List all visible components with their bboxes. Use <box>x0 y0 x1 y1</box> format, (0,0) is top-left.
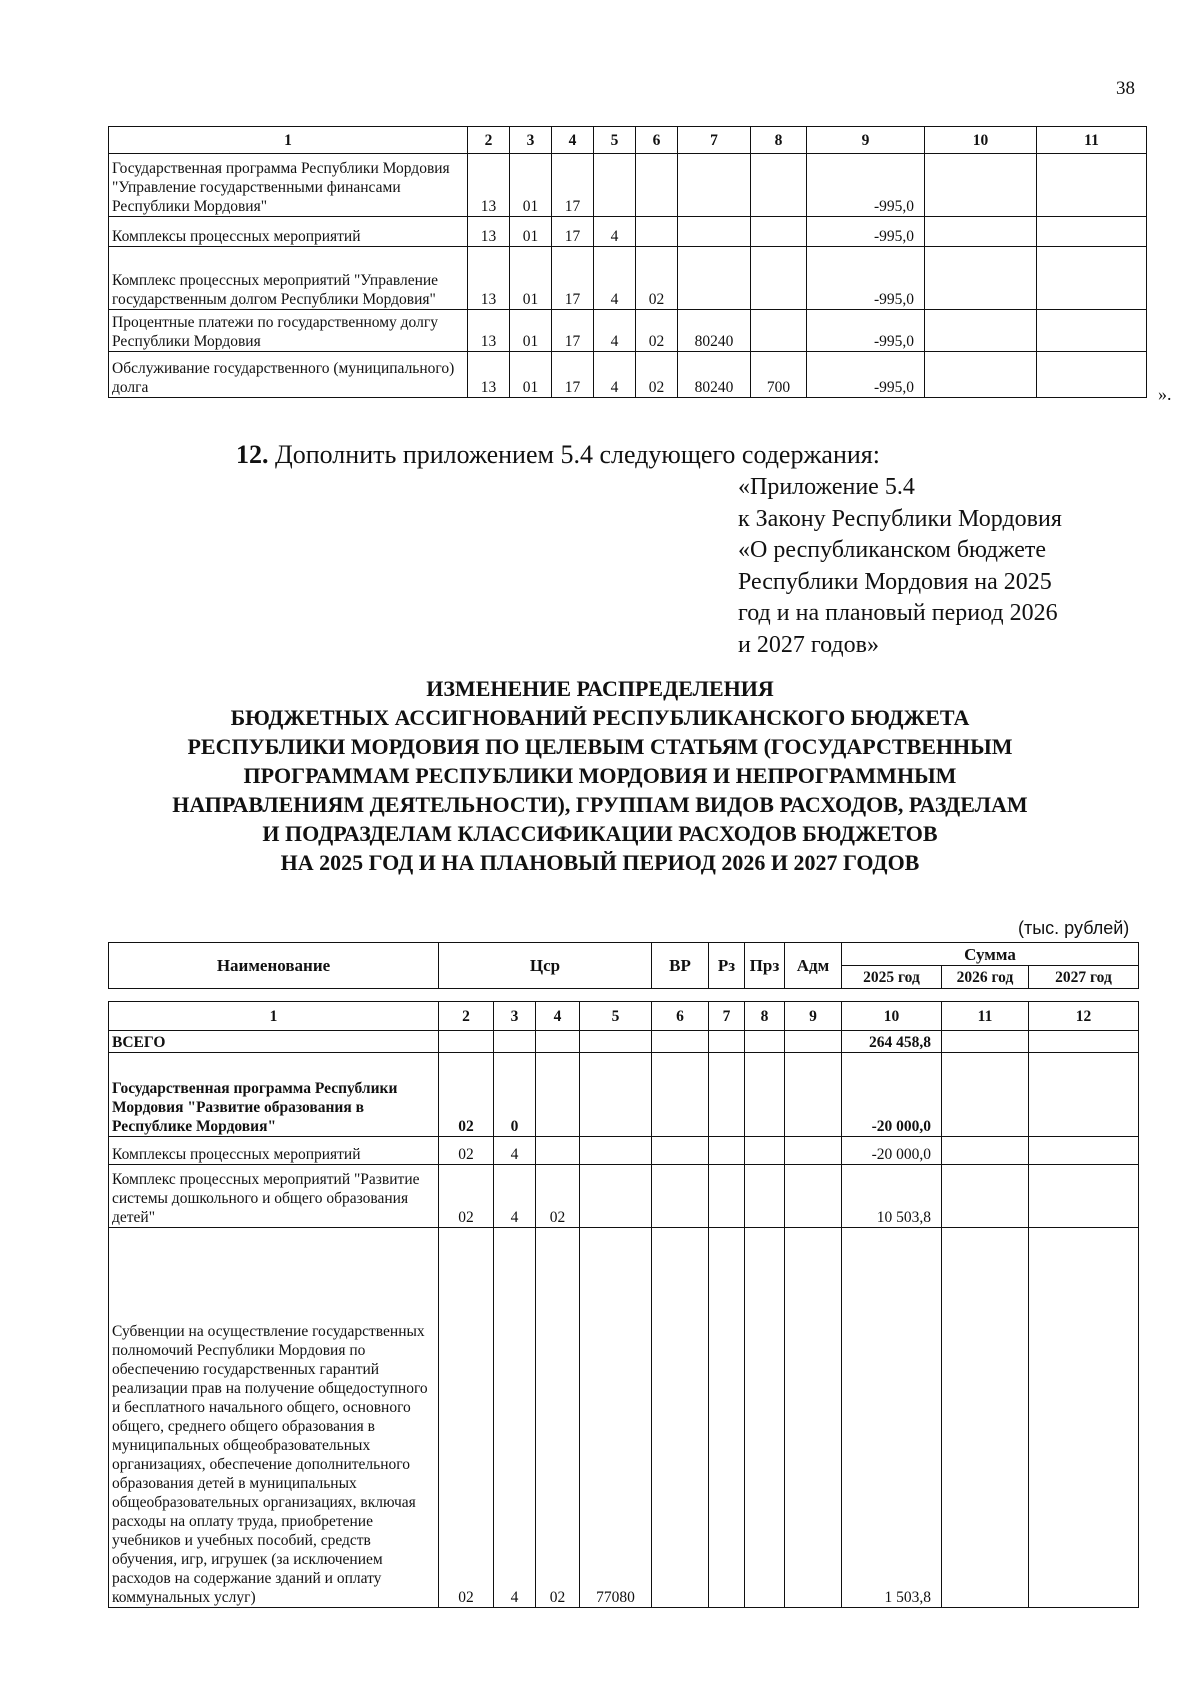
cell-c10 <box>925 352 1037 398</box>
column-number: 8 <box>751 127 807 154</box>
cell-c4: 02 <box>536 1165 580 1228</box>
row-name: ВСЕГО <box>109 1031 439 1053</box>
appendix-line: к Закону Республики Мордовия <box>738 505 1062 532</box>
cell-c10 <box>925 310 1037 352</box>
units-label: (тыс. рублей) <box>1018 918 1130 938</box>
cell-c11 <box>1037 217 1147 247</box>
row-name: Процентные платежи по государственному долгу Республики Мордовия <box>109 310 468 352</box>
title-line: РЕСПУБЛИКИ МОРДОВИЯ ПО ЦЕЛЕВЫМ СТАТЬЯМ (ГОСУДАРСТВЕННЫМ <box>187 734 1013 759</box>
column-number: 11 <box>942 1002 1029 1031</box>
cell-c7 <box>709 1031 745 1053</box>
cell-c10: 1 503,8 <box>842 1228 942 1608</box>
cell-c3: 4 <box>494 1137 536 1165</box>
cell-c3: 01 <box>510 352 552 398</box>
title-line: ИЗМЕНЕНИЕ РАСПРЕДЕЛЕНИЯ <box>426 676 774 701</box>
column-number: 9 <box>785 1002 842 1031</box>
cell-c7 <box>678 247 751 310</box>
cell-c7 <box>678 217 751 247</box>
cell-c11 <box>1037 310 1147 352</box>
cell-c10: 264 458,8 <box>842 1031 942 1053</box>
cell-c12 <box>1029 1228 1139 1608</box>
cell-c10 <box>925 217 1037 247</box>
table-row <box>109 217 1147 247</box>
cell-c5 <box>580 1137 652 1165</box>
table-row <box>109 1165 1139 1228</box>
appendix-line: «О республиканском бюджете <box>738 537 1047 563</box>
cell-c7: 80240 <box>678 310 751 352</box>
cell-c7 <box>709 1053 745 1137</box>
cell-c9: -995,0 <box>807 310 925 352</box>
cell-c9 <box>785 1031 842 1053</box>
top-table <box>108 126 1147 398</box>
row-name: Обслуживание государственного (муниципального) долга <box>109 352 468 398</box>
appendix-line: год и на плановый период 2026 <box>738 600 1058 626</box>
closing-quote: ». <box>1158 384 1172 404</box>
column-number: 2 <box>439 1002 494 1031</box>
cell-c7 <box>678 154 751 217</box>
page-number: 38 <box>1116 78 1135 99</box>
main-table <box>108 1001 1139 1608</box>
cell-c11 <box>942 1053 1029 1137</box>
title-line: И ПОДРАЗДЕЛАМ КЛАССИФИКАЦИИ РАСХОДОВ БЮДЖЕТОВ <box>262 821 938 846</box>
cell-c2: 02 <box>439 1165 494 1228</box>
cell-c2: 02 <box>439 1053 494 1137</box>
paragraph-text: Дополнить приложением 5.4 следующего содержания: <box>275 440 880 469</box>
table-row <box>109 352 1147 398</box>
cell-c5: 4 <box>594 310 636 352</box>
column-number: 5 <box>594 127 636 154</box>
column-number: 1 <box>109 127 468 154</box>
cell-c10: -20 000,0 <box>842 1053 942 1137</box>
cell-c4: 02 <box>536 1228 580 1608</box>
column-number: 5 <box>580 1002 652 1031</box>
cell-c8 <box>745 1165 785 1228</box>
column-number: 3 <box>510 127 552 154</box>
header-csr: Цср <box>439 943 652 989</box>
cell-c9 <box>785 1165 842 1228</box>
column-number: 4 <box>552 127 594 154</box>
column-number: 3 <box>494 1002 536 1031</box>
cell-c9: -995,0 <box>807 247 925 310</box>
cell-c4 <box>536 1053 580 1137</box>
paragraph-number: 12. <box>236 440 269 469</box>
header-rz: Рз <box>709 943 745 989</box>
row-name: Государственная программа Республики Мордовия "Развитие образования в Республике Мордовия" <box>109 1053 439 1137</box>
appendix-line: «Приложение 5.4 <box>738 474 915 500</box>
cell-c7 <box>709 1165 745 1228</box>
header-2026: 2026 год <box>942 966 1029 989</box>
cell-c11 <box>942 1165 1029 1228</box>
table-row <box>109 310 1147 352</box>
cell-c5 <box>594 154 636 217</box>
cell-c11 <box>1037 247 1147 310</box>
cell-c8 <box>745 1053 785 1137</box>
cell-c11 <box>1037 154 1147 217</box>
column-number: 6 <box>636 127 678 154</box>
cell-c9: -995,0 <box>807 217 925 247</box>
cell-c5: 4 <box>594 217 636 247</box>
column-header-table <box>108 942 1139 989</box>
cell-c6 <box>652 1137 709 1165</box>
cell-c3 <box>494 1031 536 1053</box>
cell-c12 <box>1029 1137 1139 1165</box>
cell-c8 <box>751 310 807 352</box>
cell-c6 <box>652 1165 709 1228</box>
cell-c3: 0 <box>494 1053 536 1137</box>
cell-c3: 01 <box>510 154 552 217</box>
table-row <box>109 1137 1139 1165</box>
row-name: Комплекс процессных мероприятий "Управление государственным долгом Республики Мордовия" <box>109 247 468 310</box>
cell-c4: 17 <box>552 310 594 352</box>
cell-c4: 17 <box>552 247 594 310</box>
cell-c6 <box>652 1053 709 1137</box>
row-name: Комплексы процессных мероприятий <box>109 1137 439 1165</box>
cell-c2 <box>439 1031 494 1053</box>
column-number: 6 <box>652 1002 709 1031</box>
document-title <box>100 674 1100 877</box>
header-prz: Прз <box>745 943 785 989</box>
header-2027: 2027 год <box>1029 966 1139 989</box>
title-line: НАПРАВЛЕНИЯМ ДЕЯТЕЛЬНОСТИ), ГРУППАМ ВИДОВ РАСХОДОВ, РАЗДЕЛАМ <box>172 792 1028 817</box>
row-name: Комплексы процессных мероприятий <box>109 217 468 247</box>
cell-c11 <box>942 1228 1029 1608</box>
cell-c2: 13 <box>468 247 510 310</box>
table-row <box>109 1228 1139 1608</box>
cell-c8 <box>745 1137 785 1165</box>
cell-c10 <box>925 154 1037 217</box>
cell-c11 <box>942 1137 1029 1165</box>
cell-c6 <box>652 1228 709 1608</box>
cell-c2: 13 <box>468 352 510 398</box>
table-row <box>109 1031 1139 1053</box>
cell-c12 <box>1029 1165 1139 1228</box>
header-adm: Адм <box>785 943 842 989</box>
cell-c4: 17 <box>552 352 594 398</box>
column-number: 12 <box>1029 1002 1139 1031</box>
cell-c5 <box>580 1053 652 1137</box>
cell-c9 <box>785 1228 842 1608</box>
table-row <box>109 154 1147 217</box>
cell-c10 <box>925 247 1037 310</box>
header-name: Наименование <box>109 943 439 989</box>
cell-c9: -995,0 <box>807 352 925 398</box>
cell-c8 <box>751 247 807 310</box>
main-table-header-row <box>109 1002 1139 1031</box>
cell-c8 <box>751 154 807 217</box>
cell-c8 <box>745 1228 785 1608</box>
column-number: 11 <box>1037 127 1147 154</box>
cell-c4 <box>536 1031 580 1053</box>
title-line: ПРОГРАММАМ РЕСПУБЛИКИ МОРДОВИЯ И НЕПРОГРАММНЫМ <box>243 763 957 788</box>
paragraph-12 <box>236 440 880 470</box>
cell-c6: 02 <box>636 310 678 352</box>
cell-c12 <box>1029 1031 1139 1053</box>
cell-c4: 17 <box>552 154 594 217</box>
cell-c10: 10 503,8 <box>842 1165 942 1228</box>
cell-c9: -995,0 <box>807 154 925 217</box>
row-name: Комплекс процессных мероприятий "Развитие системы дошкольного и общего образования детей" <box>109 1165 439 1228</box>
cell-c3: 4 <box>494 1165 536 1228</box>
column-number: 1 <box>109 1002 439 1031</box>
cell-c5 <box>580 1031 652 1053</box>
cell-c8 <box>751 217 807 247</box>
cell-c6 <box>636 154 678 217</box>
row-name: Государственная программа Республики Мордовия "Управление государственными финансами Республики Мордовия" <box>109 154 468 217</box>
cell-c4: 17 <box>552 217 594 247</box>
cell-c3: 01 <box>510 217 552 247</box>
appendix-line: Республики Мордовия на 2025 <box>738 568 1052 595</box>
cell-c8 <box>745 1031 785 1053</box>
cell-c11 <box>942 1031 1029 1053</box>
cell-c7 <box>709 1137 745 1165</box>
cell-c12 <box>1029 1053 1139 1137</box>
column-number: 4 <box>536 1002 580 1031</box>
cell-c3: 4 <box>494 1228 536 1608</box>
cell-c8: 700 <box>751 352 807 398</box>
cell-c2: 13 <box>468 154 510 217</box>
column-number: 10 <box>925 127 1037 154</box>
cell-c7 <box>709 1228 745 1608</box>
cell-c9 <box>785 1137 842 1165</box>
cell-c2: 02 <box>439 1137 494 1165</box>
cell-c10: -20 000,0 <box>842 1137 942 1165</box>
cell-c2: 13 <box>468 217 510 247</box>
cell-c2: 13 <box>468 310 510 352</box>
header-vr: ВР <box>652 943 709 989</box>
cell-c5: 4 <box>594 352 636 398</box>
cell-c11 <box>1037 352 1147 398</box>
row-name: Субвенции на осуществление государственных полномочий Республики Мордовия по обеспечению государственных гарантий реализации прав на получение общедоступного и бесплатного начального общего, основного общего, среднего общего образования в муниципальных общеобразовательных организациях, обеспечение дополнительного образования детей в муниципальных общеобразовательных организациях, включая расходы на оплату труда, приобретение учебников и учебных пособий, средств обучения, игр, игрушек (за исключением расходов на содержание зданий и оплату коммунальных услуг) <box>109 1228 439 1608</box>
appendix-line: и 2027 годов» <box>738 631 879 658</box>
cell-c6: 02 <box>636 247 678 310</box>
cell-c2: 02 <box>439 1228 494 1608</box>
title-line: БЮДЖЕТНЫХ АССИГНОВАНИЙ РЕСПУБЛИКАНСКОГО БЮДЖЕТА <box>230 705 970 730</box>
column-number: 2 <box>468 127 510 154</box>
cell-c3: 01 <box>510 247 552 310</box>
column-number: 10 <box>842 1002 942 1031</box>
cell-c3: 01 <box>510 310 552 352</box>
column-number: 8 <box>745 1002 785 1031</box>
cell-c9 <box>785 1053 842 1137</box>
cell-c6: 02 <box>636 352 678 398</box>
column-number: 9 <box>807 127 925 154</box>
cell-c5: 4 <box>594 247 636 310</box>
cell-c7: 80240 <box>678 352 751 398</box>
column-number: 7 <box>709 1002 745 1031</box>
title-line: НА 2025 ГОД И НА ПЛАНОВЫЙ ПЕРИОД 2026 И 2027 ГОДОВ <box>280 850 920 875</box>
cell-c6 <box>652 1031 709 1053</box>
table-row <box>109 1053 1139 1137</box>
cell-c4 <box>536 1137 580 1165</box>
header-2025: 2025 год <box>842 966 942 989</box>
top-table-header-row <box>109 127 1147 154</box>
header-sum: Сумма <box>842 943 1139 966</box>
column-number: 7 <box>678 127 751 154</box>
cell-c6 <box>636 217 678 247</box>
cell-c5 <box>580 1165 652 1228</box>
table-row <box>109 247 1147 310</box>
cell-c5: 77080 <box>580 1228 652 1608</box>
appendix-reference <box>738 472 1158 661</box>
